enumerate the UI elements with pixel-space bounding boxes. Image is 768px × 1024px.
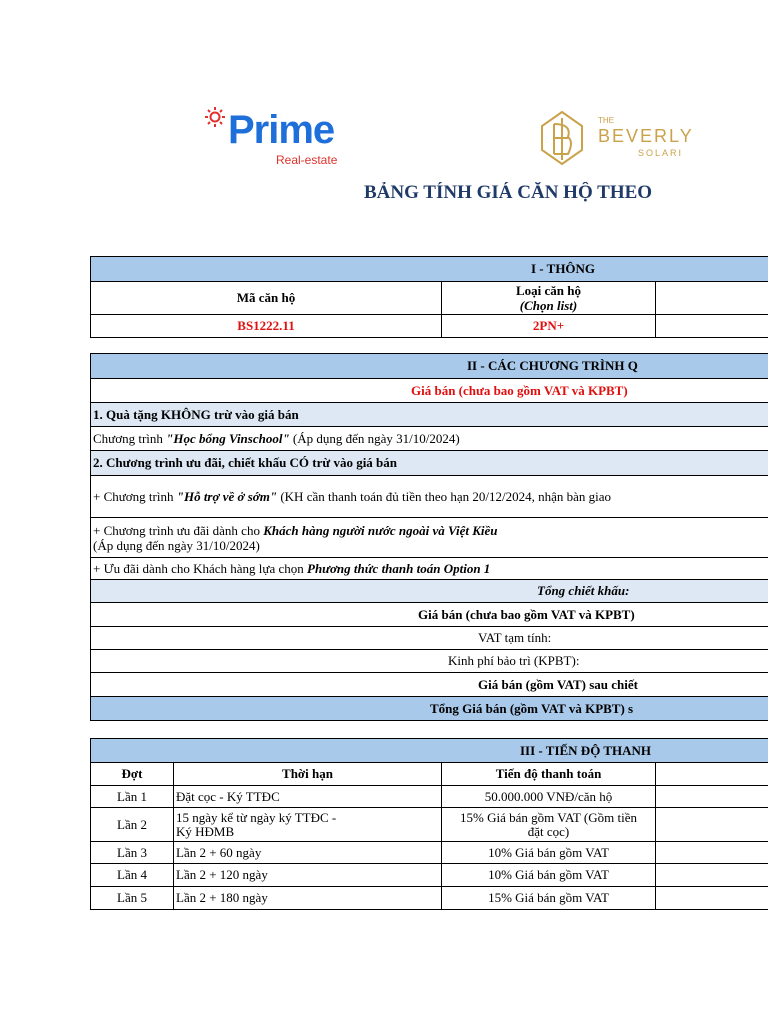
tong-chiet-khau: Tổng chiết khấu: bbox=[537, 583, 630, 598]
table-row bbox=[90, 887, 768, 910]
gia-ban-chua-vat: Giá bán (chưa bao gồm VAT và KPBT) bbox=[418, 606, 635, 622]
section1-header-row bbox=[90, 256, 768, 282]
tien-do-line2: đặt cọc) bbox=[527, 823, 570, 839]
kpbt-row bbox=[90, 650, 768, 673]
tien-do-cell: 10% Giá bán gồm VAT bbox=[442, 842, 656, 863]
tien-do-cell: 15% Giá bán gồm VAT bbox=[442, 887, 656, 909]
section1-col-header-row bbox=[90, 282, 768, 315]
thoi-han-cell: Lần 2 + 120 ngày bbox=[174, 864, 442, 886]
sun-icon bbox=[204, 106, 226, 128]
col-ma-can-ho: Mã căn hộ bbox=[91, 282, 442, 314]
tien-do-line1: 15% Giá bán gồm VAT (Gồm tiền bbox=[460, 809, 637, 825]
section1-header: I - THÔNG bbox=[531, 261, 596, 276]
item2b-prefix: + Chương trình ưu đãi dành cho bbox=[93, 522, 264, 538]
item2c-row bbox=[90, 558, 768, 580]
col-loai-line2: (Chọn list) bbox=[519, 298, 578, 313]
prime-logo bbox=[204, 106, 354, 170]
thoi-han-cell bbox=[174, 808, 442, 841]
item1-heading: 1. Quà tặng KHÔNG trừ vào giá bán bbox=[93, 406, 299, 422]
col-loai-line1: Loại căn hộ bbox=[515, 283, 581, 298]
section3-header-row bbox=[90, 738, 768, 763]
document-title: BẢNG TÍNH GIÁ CĂN HỘ THEO bbox=[364, 182, 653, 203]
beverly-the: THE bbox=[598, 116, 614, 125]
tien-do-cell: 50.000.000 VNĐ/căn hộ bbox=[442, 786, 656, 807]
beverly-emblem-icon bbox=[538, 110, 586, 166]
item1-text bbox=[91, 427, 768, 450]
thoi-han-line2: Ký HĐMB bbox=[176, 823, 235, 839]
gia-ban-label-row bbox=[90, 379, 768, 403]
item1-bold: "Học bổng Vinschool" bbox=[166, 430, 290, 446]
tien-do-cell: 10% Giá bán gồm VAT bbox=[442, 864, 656, 886]
prime-wordmark: Prime bbox=[228, 108, 335, 152]
col-dot: Đợt bbox=[91, 763, 174, 785]
thoi-han-cell: Lần 2 + 60 ngày bbox=[174, 842, 442, 863]
beverly-name: BEVERLY bbox=[598, 126, 694, 146]
item1-suffix: (Áp dụng đến ngày 31/10/2024) bbox=[289, 430, 460, 446]
table-row bbox=[90, 864, 768, 887]
gia-ban-label: Giá bán (chưa bao gồm VAT và KPBT) bbox=[411, 382, 628, 398]
item1-heading-row bbox=[90, 403, 768, 427]
vat-row bbox=[90, 627, 768, 650]
schedule-header-row bbox=[90, 763, 768, 786]
beverly-logo bbox=[538, 110, 768, 166]
item2-heading-row bbox=[90, 451, 768, 476]
table-row bbox=[90, 786, 768, 808]
item2a-text bbox=[91, 476, 768, 517]
item2b-row bbox=[90, 518, 768, 558]
item2b-line2: (Áp dụng đến ngày 31/10/2024) bbox=[93, 537, 260, 553]
col-tien-do: Tiến độ thanh toán bbox=[442, 763, 656, 785]
tong-chiet-khau-row bbox=[90, 580, 768, 603]
section1-value-row bbox=[90, 315, 768, 338]
item2c-bold: Phương thức thanh toán Option 1 bbox=[307, 560, 491, 576]
item1-prefix: Chương trình bbox=[93, 430, 167, 446]
tien-do-cell bbox=[442, 808, 656, 841]
item1-row bbox=[90, 427, 768, 451]
item2a-bold: "Hỗ trợ về ở sớm" bbox=[176, 488, 278, 504]
item2b-text bbox=[91, 518, 768, 557]
item2a-prefix: + Chương trình bbox=[93, 488, 177, 504]
dot-cell: Lần 3 bbox=[91, 842, 174, 863]
beverly-subtitle: SOLARI bbox=[638, 148, 684, 158]
item2a-suffix: (KH cần thanh toán đủ tiền theo hạn 20/12/2024, nhận bàn giao bbox=[277, 488, 612, 504]
prime-subtitle: Real-estate bbox=[276, 153, 338, 167]
tong-gia-ban: Tổng Giá bán (gồm VAT và KPBT) s bbox=[430, 700, 634, 716]
gia-ban-gom-vat: Giá bán (gồm VAT) sau chiết bbox=[478, 676, 638, 692]
vat-tam-tinh: VAT tạm tính: bbox=[478, 630, 552, 645]
col-loai-can-ho bbox=[442, 282, 656, 314]
item2c-text bbox=[91, 558, 768, 579]
item2c-prefix: + Ưu đãi dành cho Khách hàng lựa chọn bbox=[93, 560, 307, 576]
thoi-han-line1: 15 ngày kể từ ngày ký TTĐC - bbox=[176, 809, 337, 825]
item2-heading: 2. Chương trình ưu đãi, chiết khấu CÓ trừ vào giá bán bbox=[93, 455, 398, 470]
section2-header: II - CÁC CHƯƠNG TRÌNH Q bbox=[467, 358, 638, 373]
tong-gia-ban-row bbox=[90, 697, 768, 721]
dot-cell: Lần 2 bbox=[91, 808, 174, 841]
loai-can-ho-select[interactable]: 2PN+ bbox=[442, 315, 656, 337]
dot-cell: Lần 1 bbox=[91, 786, 174, 807]
dot-cell: Lần 4 bbox=[91, 864, 174, 886]
ma-can-ho-value: BS1222.11 bbox=[91, 315, 442, 337]
thoi-han-cell: Lần 2 + 180 ngày bbox=[174, 887, 442, 909]
gia-ban-chua-vat-row bbox=[90, 603, 768, 627]
table-row bbox=[90, 842, 768, 864]
gia-ban-gom-vat-row bbox=[90, 673, 768, 697]
table-row bbox=[90, 808, 768, 842]
dot-cell: Lần 5 bbox=[91, 887, 174, 909]
section3-header: III - TIẾN ĐỘ THANH bbox=[520, 742, 651, 758]
kpbt: Kinh phí bảo trì (KPBT): bbox=[448, 653, 580, 668]
item2a-row bbox=[90, 476, 768, 518]
section2-header-row bbox=[90, 353, 768, 379]
col-thoi-han: Thời hạn bbox=[174, 763, 442, 785]
item2b-bold: Khách hàng người nước ngoài và Việt Kiều bbox=[263, 522, 498, 538]
thoi-han-cell: Đặt cọc - Ký TTĐC bbox=[174, 786, 442, 807]
